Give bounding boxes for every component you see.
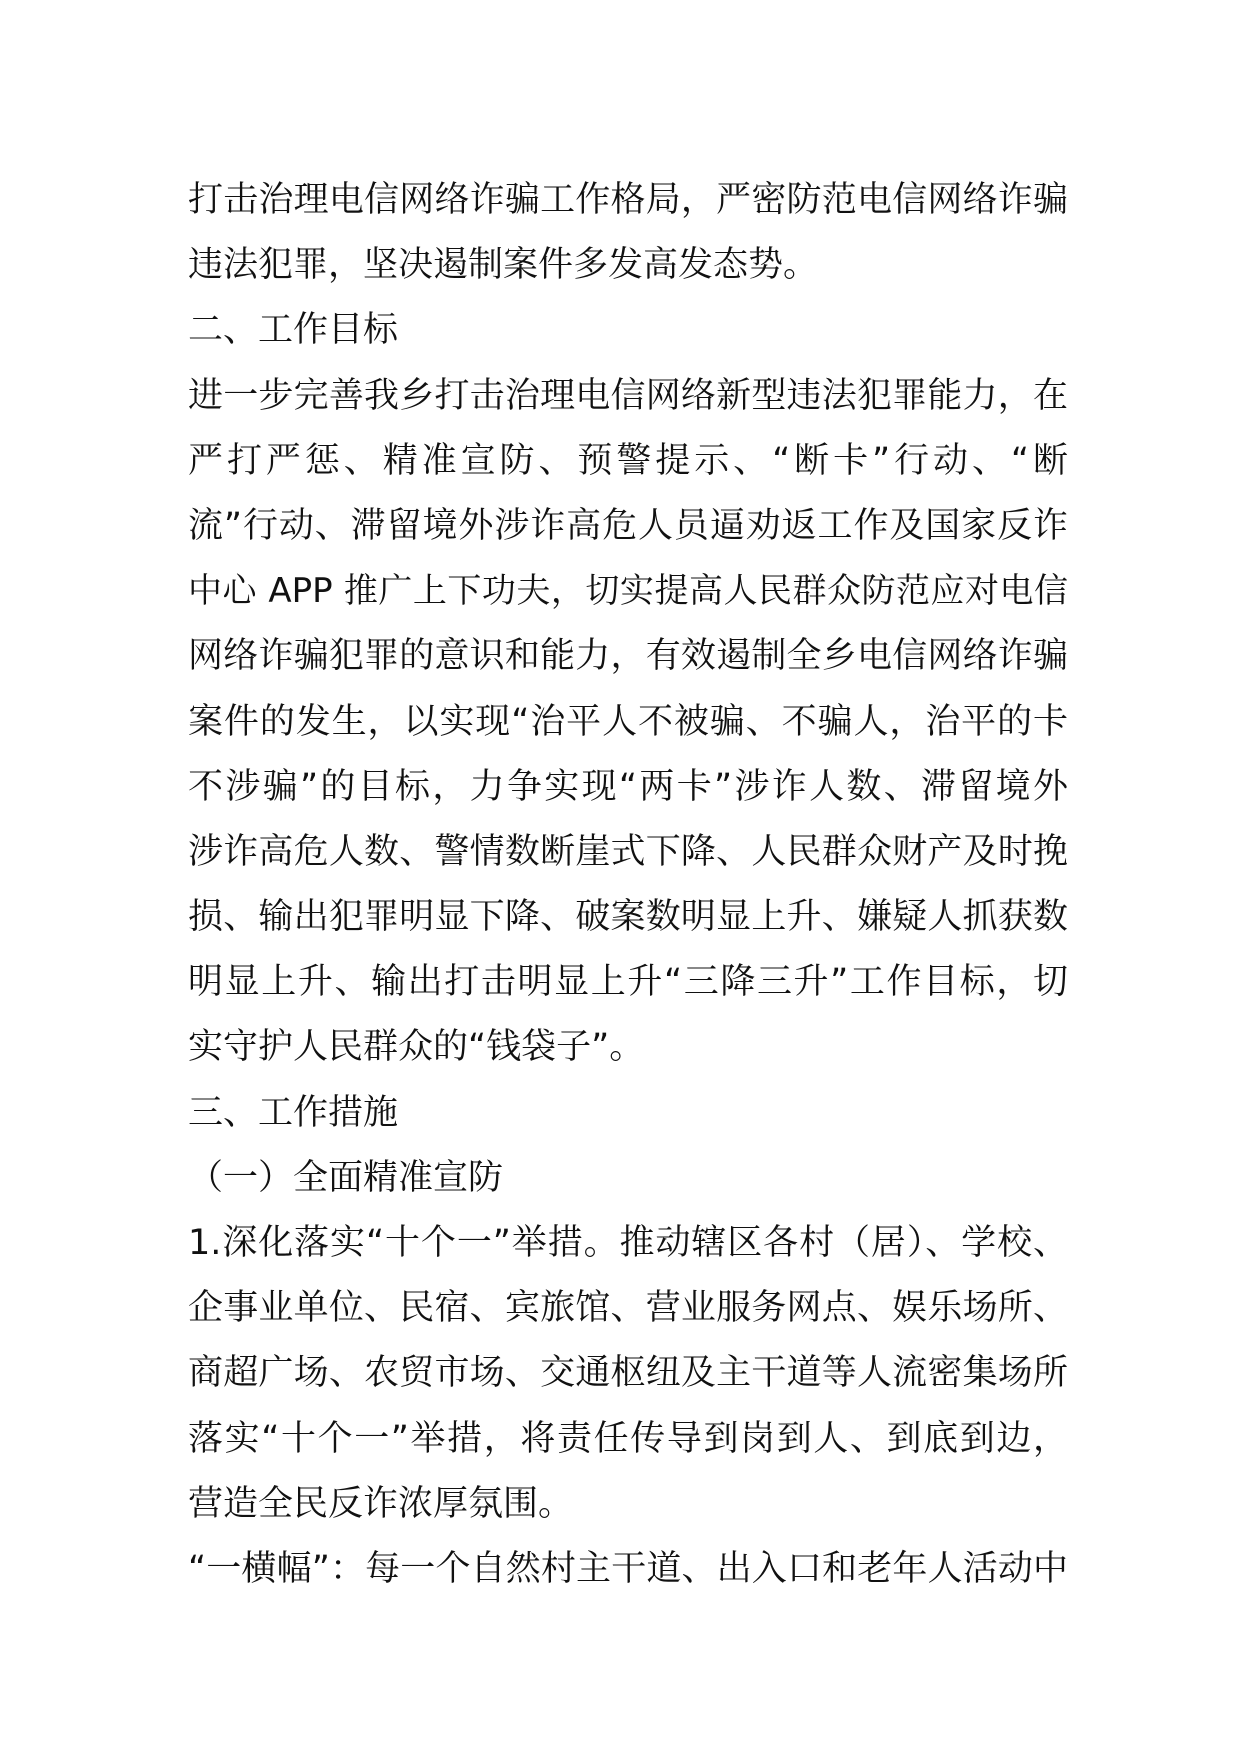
text-line: 商超广场、农贸市场、交通枢纽及主干道等人流密集场所 [188,1353,1068,1394]
text-line: 网络诈骗犯罪的意识和能力，有效遏制全乡电信网络诈骗 [188,636,1068,677]
text-line: 不涉骗”的目标，力争实现“两卡”涉诈人数、滞留境外 [188,766,1068,807]
text-line: 1.深化落实“十个一”举措。推动辖区各村（居）、学校、 [188,1223,1068,1263]
text-line: 违法犯罪，坚决遏制案件多发高发态势。 [188,245,819,286]
text-line: 涉诈高危人数、警情数断崖式下降、人民群众财产及时挽 [188,831,1068,872]
text-line: 流”行动、滞留境外涉诈高危人员逼劝返工作及国家反诈 [188,505,1068,546]
text-line: 打击治理电信网络诈骗工作格局，严密防范电信网络诈骗 [188,180,1068,220]
text-line: 中心 APP 推广上下功夫，切实提高人民群众防范应对电信 [188,571,1068,612]
text-line: 落实“十个一”举措，将责任传导到岗到人、到底到边， [188,1418,1068,1459]
document-body [188,168,1068,1602]
text-line: 明显上升、输出打击明显上升“三降三升”工作目标，切 [188,962,1068,1003]
text-line: 企事业单位、民宿、宾旅馆、营业服务网点、娱乐场所、 [188,1288,1068,1329]
text-line: 营造全民反诈浓厚氛围。 [188,1483,574,1524]
text-line: 进一步完善我乡打击治理电信网络新型违法犯罪能力，在 [188,375,1068,416]
text-line: 二、工作目标 [188,310,399,351]
text-line: 三、工作措施 [188,1092,399,1133]
text-line: 案件的发生，以实现“治平人不被骗、不骗人，治平的卡 [188,701,1068,742]
text-line: 实守护人民群众的“钱袋子”。 [188,1027,645,1068]
text-line: 严打严惩、精准宣防、预警提示、“断卡”行动、“断 [188,440,1068,481]
text-line: “一横幅”：每一个自然村主干道、出入口和老年人活动中 [188,1548,1068,1589]
text-line: （一）全面精准宣防 [188,1157,504,1198]
text-line: 损、输出犯罪明显下降、破案数明显上升、嫌疑人抓获数 [188,897,1068,938]
